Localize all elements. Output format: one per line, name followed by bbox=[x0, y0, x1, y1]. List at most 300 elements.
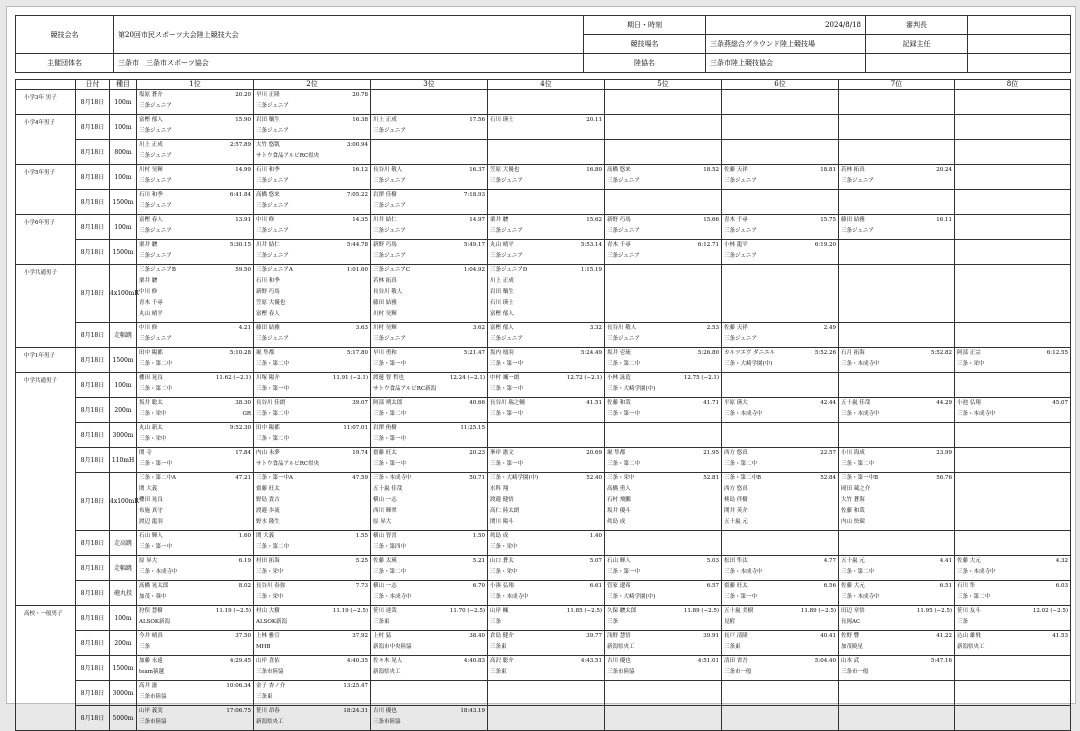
relay-member bbox=[139, 298, 251, 309]
team-name: 三条ジュニア bbox=[373, 228, 406, 234]
relay-member bbox=[841, 495, 952, 506]
relay-member bbox=[139, 484, 251, 495]
result-line bbox=[139, 240, 251, 251]
result-line bbox=[139, 384, 251, 395]
athlete-name: 山口 蒼太 bbox=[490, 558, 514, 564]
team-name: 三条・第四中 bbox=[373, 544, 407, 550]
result-mark: 6:12.71 bbox=[697, 242, 719, 248]
result-line bbox=[139, 459, 251, 470]
athlete-name: 三条ジュニアA bbox=[256, 267, 293, 273]
result-line bbox=[373, 251, 485, 262]
result-line bbox=[256, 151, 368, 162]
place-7-cell bbox=[839, 240, 955, 265]
result-mark: 50.71 bbox=[469, 475, 485, 481]
place-3-cell bbox=[371, 423, 488, 448]
result-line bbox=[490, 359, 602, 370]
category-label: 小学3年 男子 bbox=[16, 90, 76, 115]
result-entry bbox=[371, 165, 487, 187]
result-line bbox=[724, 459, 836, 470]
event-date: 8月18日 bbox=[76, 681, 110, 706]
result-line bbox=[841, 176, 952, 187]
result-mark: 11.89 (−2.5) bbox=[683, 608, 719, 614]
place-4-cell bbox=[488, 473, 605, 531]
result-line bbox=[373, 617, 485, 628]
result-row bbox=[16, 473, 1071, 531]
team-name: 三条・第一中 bbox=[490, 411, 524, 417]
relay-member bbox=[724, 506, 836, 517]
result-line bbox=[373, 706, 485, 717]
athlete-name: 笹川 達哉 bbox=[373, 608, 397, 614]
result-line bbox=[490, 631, 602, 642]
result-line bbox=[373, 190, 485, 201]
result-mark: 5:53.14 bbox=[580, 242, 602, 248]
relay-member-name: 富樫 郁人 bbox=[490, 311, 514, 317]
athlete-name: 田中 陽都 bbox=[256, 425, 280, 431]
relay-member bbox=[256, 506, 368, 517]
relay-member bbox=[256, 309, 368, 320]
team-name: 三条・本成寺中 bbox=[373, 594, 412, 600]
result-entry bbox=[839, 606, 954, 628]
result-mark: 20.24 bbox=[936, 167, 952, 173]
result-mark: 56.76 bbox=[936, 475, 952, 481]
result-entry bbox=[371, 348, 487, 370]
athlete-name: 川井 結仁 bbox=[373, 217, 397, 223]
result-mark: 11:07.01 bbox=[343, 425, 368, 431]
athlete-name: 堀 隼都 bbox=[607, 450, 626, 456]
result-mark: 4.41 bbox=[939, 558, 952, 564]
result-mark: 11.85 (−2.5) bbox=[566, 608, 602, 614]
place-5-cell bbox=[605, 348, 722, 373]
athlete-name: 三条ジュニアC bbox=[373, 267, 411, 273]
place-8-cell bbox=[955, 556, 1071, 581]
athlete-name: 丸山 新太 bbox=[139, 425, 163, 431]
result-mark: 11.70 (−2.5) bbox=[449, 608, 485, 614]
result-line bbox=[139, 373, 251, 384]
result-entry bbox=[839, 556, 954, 578]
result-entry bbox=[137, 240, 253, 262]
place-5-cell bbox=[605, 165, 722, 190]
result-mark: 4:29.45 bbox=[229, 658, 251, 664]
result-mark: 1.55 bbox=[355, 533, 368, 539]
result-line bbox=[490, 126, 602, 137]
result-line bbox=[373, 656, 485, 667]
athlete-name: 笠原 大優也 bbox=[490, 167, 520, 173]
relay-member bbox=[724, 517, 836, 528]
athlete-name: 石川 和季 bbox=[256, 167, 280, 173]
result-line bbox=[607, 617, 719, 628]
team-name: 三条・第一中 bbox=[490, 461, 524, 467]
place-7-cell bbox=[839, 531, 955, 556]
result-line bbox=[607, 176, 719, 187]
team-name: 三条・本成寺中 bbox=[841, 361, 880, 367]
place-6-cell bbox=[722, 348, 839, 373]
team-name: 三条ジュニア bbox=[139, 253, 172, 259]
result-line bbox=[139, 542, 251, 553]
result-line bbox=[139, 90, 251, 101]
relay-member-name: 布施 真守 bbox=[139, 508, 163, 514]
result-line bbox=[373, 115, 485, 126]
relay-member-name: 岩田 穣生 bbox=[490, 289, 514, 295]
result-line bbox=[957, 631, 1068, 642]
result-line bbox=[256, 101, 368, 112]
result-line bbox=[139, 126, 251, 137]
result-mark: 13:25.47 bbox=[343, 683, 368, 689]
result-mark: 5:49.17 bbox=[463, 242, 485, 248]
athlete-name: 小川 海成 bbox=[841, 450, 865, 456]
place-1-cell bbox=[137, 165, 254, 190]
place-3-cell bbox=[371, 398, 488, 423]
relay-member bbox=[373, 276, 485, 287]
team-name: 三条・第二中 bbox=[607, 461, 641, 467]
athlete-name: 佐藤 大元 bbox=[841, 583, 865, 589]
result-line bbox=[373, 384, 485, 395]
place-3-cell bbox=[371, 448, 488, 473]
result-mark: 4:40.83 bbox=[463, 658, 485, 664]
result-entry bbox=[254, 448, 370, 470]
team-name: 三条市陸協 bbox=[139, 719, 167, 725]
result-entry bbox=[722, 240, 838, 262]
athlete-name: 藤田 結雅 bbox=[841, 217, 865, 223]
place-1-cell bbox=[137, 556, 254, 581]
result-line bbox=[607, 251, 719, 262]
result-entry bbox=[488, 323, 604, 345]
team-name: 三条・栄中 bbox=[490, 544, 518, 550]
result-entry bbox=[839, 473, 954, 528]
result-line bbox=[256, 359, 368, 370]
team-name: 三条市一般 bbox=[841, 669, 869, 675]
team-name: 三条・本成寺中 bbox=[490, 594, 529, 600]
result-entry bbox=[371, 706, 487, 728]
place-8-cell bbox=[955, 323, 1071, 348]
event-date: 8月18日 bbox=[76, 448, 110, 473]
place-6-cell bbox=[722, 606, 839, 631]
athlete-name: 今井 晴真 bbox=[139, 633, 163, 639]
place-6-cell bbox=[722, 90, 839, 115]
result-entry bbox=[371, 265, 487, 320]
team-name: 三条・本成寺中 bbox=[724, 569, 763, 575]
place-6-cell bbox=[722, 215, 839, 240]
result-row bbox=[16, 165, 1071, 190]
result-line bbox=[256, 448, 368, 459]
result-line bbox=[490, 556, 602, 567]
relay-member-name: 櫻田 晃良 bbox=[139, 497, 163, 503]
relay-member bbox=[607, 495, 719, 506]
athlete-name: 佐藤 太瑛 bbox=[373, 558, 397, 564]
event-date: 8月18日 bbox=[76, 215, 110, 240]
result-entry bbox=[488, 373, 604, 395]
athlete-name: 倉島 健介 bbox=[490, 633, 514, 639]
result-mark: 17.56 bbox=[469, 117, 485, 123]
relay-member bbox=[841, 506, 952, 517]
result-line bbox=[139, 215, 251, 226]
result-line bbox=[373, 165, 485, 176]
result-entry bbox=[488, 656, 604, 678]
event-date: 8月18日 bbox=[76, 373, 110, 398]
place-8-cell bbox=[955, 373, 1071, 398]
result-line bbox=[139, 348, 251, 359]
result-line bbox=[373, 348, 485, 359]
athlete-name: 栗井 駿 bbox=[139, 242, 158, 248]
place-3-cell bbox=[371, 556, 488, 581]
athlete-name: 五十嵐 元 bbox=[841, 558, 865, 564]
place-5-cell bbox=[605, 531, 722, 556]
athlete-name: 中川 修 bbox=[256, 217, 275, 223]
athlete-name: 込山 雄飛 bbox=[957, 633, 981, 639]
event-name: 1500m bbox=[110, 656, 137, 681]
result-line bbox=[724, 656, 836, 667]
event-name: 1500m bbox=[110, 240, 137, 265]
result-line bbox=[256, 556, 368, 567]
place-1-cell bbox=[137, 115, 254, 140]
result-line bbox=[256, 592, 368, 603]
result-row bbox=[16, 140, 1071, 165]
result-entry bbox=[254, 423, 370, 445]
team-name: 三条・栄中 bbox=[256, 569, 284, 575]
result-entry bbox=[839, 631, 954, 653]
result-mark: 11.19 (−2.5) bbox=[215, 608, 251, 614]
event-name: 110mH bbox=[110, 448, 137, 473]
team-name: 新潟市中央陸協 bbox=[373, 644, 412, 650]
event-name: 800m bbox=[110, 140, 137, 165]
result-row bbox=[16, 581, 1071, 606]
result-line bbox=[490, 581, 602, 592]
place-5-cell bbox=[605, 398, 722, 423]
blank-cell bbox=[968, 54, 1071, 73]
relay-member-name: 渡邉 健悟 bbox=[490, 497, 514, 503]
result-entry bbox=[137, 606, 253, 628]
athlete-name: 長谷川 瑞之輔 bbox=[490, 400, 525, 406]
event-date: 8月18日 bbox=[76, 348, 110, 373]
place-3-cell bbox=[371, 606, 488, 631]
result-line bbox=[841, 567, 952, 578]
result-entry bbox=[137, 398, 253, 420]
event-date: 8月18日 bbox=[76, 606, 110, 631]
place-3-cell bbox=[371, 706, 488, 731]
result-entry bbox=[371, 115, 487, 137]
event-date: 8月18日 bbox=[76, 706, 110, 731]
place-1-cell bbox=[137, 656, 254, 681]
team-name: 三条・第二中 bbox=[256, 544, 290, 550]
result-line bbox=[490, 642, 602, 653]
place-8-cell bbox=[955, 115, 1071, 140]
category-label: 中学1年男子 bbox=[16, 348, 76, 373]
place-3-cell bbox=[371, 631, 488, 656]
result-entry bbox=[955, 398, 1070, 420]
result-entry bbox=[839, 215, 954, 237]
relay-member-name: 渡邉 歩流 bbox=[256, 508, 280, 514]
place-6-cell bbox=[722, 448, 839, 473]
result-mark: 42.44 bbox=[820, 400, 836, 406]
result-mark: 23.99 bbox=[936, 450, 952, 456]
result-line bbox=[490, 473, 602, 484]
place-8-cell bbox=[955, 90, 1071, 115]
event-date: 8月18日 bbox=[76, 165, 110, 190]
relay-member bbox=[607, 517, 719, 528]
result-entry bbox=[839, 581, 954, 603]
athlete-name: 石川 瑛士 bbox=[490, 117, 514, 123]
result-line bbox=[256, 115, 368, 126]
team-name: サトウ食品アルビRC県央 bbox=[256, 461, 320, 467]
team-name: 三条市陸協 bbox=[256, 669, 284, 675]
athlete-name: 三条・第二中A bbox=[139, 475, 176, 481]
place-5-cell bbox=[605, 631, 722, 656]
place-6-cell bbox=[722, 165, 839, 190]
result-entry bbox=[137, 706, 253, 728]
result-line bbox=[841, 459, 952, 470]
athlete-name: 三条・第二中B bbox=[724, 475, 762, 481]
team-name: 長岡AC bbox=[841, 619, 861, 625]
result-line bbox=[256, 126, 368, 137]
result-entry bbox=[488, 631, 604, 653]
result-mark: 47.21 bbox=[235, 475, 251, 481]
result-mark: 38.40 bbox=[469, 633, 485, 639]
team-name: 三条・第一中 bbox=[373, 361, 407, 367]
place-5-cell bbox=[605, 656, 722, 681]
result-mark: 6.51 bbox=[939, 583, 952, 589]
result-mark: 41.22 bbox=[936, 633, 952, 639]
place-1-cell bbox=[137, 373, 254, 398]
athlete-name: 山岸 楓 bbox=[490, 608, 509, 614]
date-value: 2024/8/18 bbox=[706, 16, 866, 35]
result-entry bbox=[488, 448, 604, 470]
place-6-cell bbox=[722, 423, 839, 448]
result-mark: 37.92 bbox=[352, 633, 368, 639]
relay-member-name: 高橋 勇人 bbox=[607, 486, 631, 492]
result-line bbox=[256, 692, 368, 703]
result-line bbox=[607, 581, 719, 592]
athlete-name: 長戸 清隆 bbox=[724, 633, 748, 639]
team-name: 三条ジュニア bbox=[139, 103, 172, 109]
result-entry bbox=[254, 190, 370, 212]
result-line bbox=[139, 398, 251, 409]
result-line bbox=[490, 348, 602, 359]
athlete-name: 笹川 友斗 bbox=[957, 608, 981, 614]
result-line bbox=[724, 631, 836, 642]
athlete-name: 川村 昊輝 bbox=[139, 167, 163, 173]
team-name: 三条ジュニア bbox=[139, 203, 172, 209]
team-name: 新潟県央工 bbox=[373, 669, 401, 675]
result-line bbox=[724, 240, 836, 251]
result-row bbox=[16, 90, 1071, 115]
result-entry bbox=[371, 531, 487, 553]
relay-member-name: 長谷川 敬人 bbox=[373, 289, 403, 295]
relay-member-name: 石村 飛鵬 bbox=[607, 497, 631, 503]
result-line bbox=[957, 556, 1068, 567]
place-2-cell bbox=[254, 165, 371, 190]
result-line bbox=[607, 240, 719, 251]
result-line bbox=[490, 226, 602, 237]
athlete-name: 吉川 優也 bbox=[373, 708, 397, 714]
relay-member bbox=[490, 517, 602, 528]
place-5-cell bbox=[605, 606, 722, 631]
place-5-cell bbox=[605, 240, 722, 265]
result-line bbox=[256, 542, 368, 553]
result-line bbox=[841, 398, 952, 409]
place-7-cell bbox=[839, 373, 955, 398]
result-entry bbox=[955, 348, 1070, 370]
place-4-cell bbox=[488, 115, 605, 140]
result-line bbox=[957, 642, 1068, 653]
athlete-name: 長谷川 春弥 bbox=[256, 583, 286, 589]
athlete-name: 渡邊 智 哲也 bbox=[373, 375, 404, 381]
result-entry bbox=[605, 323, 721, 345]
result-mark: 18.52 bbox=[703, 167, 719, 173]
athlete-name: 上林 雅宣 bbox=[256, 633, 280, 639]
event-name: 200m bbox=[110, 398, 137, 423]
athlete-name: 丸山 晴平 bbox=[490, 242, 514, 248]
result-line bbox=[139, 581, 251, 592]
relay-member-name: 栗井 駿 bbox=[139, 278, 158, 284]
team-name: 三条ジュニア bbox=[607, 178, 640, 184]
result-line bbox=[724, 617, 836, 628]
result-line bbox=[373, 631, 485, 642]
place-6-cell bbox=[722, 115, 839, 140]
team-name: MHB bbox=[256, 644, 271, 650]
team-name: 三条・第二中 bbox=[724, 461, 758, 467]
result-mark: 5:47.16 bbox=[930, 658, 952, 664]
result-line bbox=[957, 398, 1068, 409]
place-8-cell bbox=[955, 140, 1071, 165]
team-name: 三条市陸協 bbox=[373, 719, 401, 725]
result-entry bbox=[137, 323, 253, 345]
event-name-label: 競技会名 bbox=[16, 16, 114, 54]
result-mark: 15.62 bbox=[586, 217, 602, 223]
result-mark: 7:05.22 bbox=[346, 192, 368, 198]
team-name: 三条・本成寺中 bbox=[724, 411, 763, 417]
result-mark: 11.19 (−2.5) bbox=[332, 608, 368, 614]
result-mark: 15.66 bbox=[703, 217, 719, 223]
result-line bbox=[139, 556, 251, 567]
athlete-name: 松田 隼汰 bbox=[724, 558, 748, 564]
result-mark: 19.74 bbox=[352, 450, 368, 456]
result-line bbox=[724, 215, 836, 226]
place-7-cell bbox=[839, 323, 955, 348]
place-6-cell bbox=[722, 140, 839, 165]
team-name: 三条ジュニア bbox=[256, 203, 289, 209]
result-mark: 40.66 bbox=[469, 400, 485, 406]
category-label: 小学5年男子 bbox=[16, 165, 76, 215]
athlete-name: 三条・本成寺中 bbox=[373, 475, 412, 481]
result-mark: 14.99 bbox=[235, 167, 251, 173]
place-1-cell bbox=[137, 706, 254, 731]
place-2-cell bbox=[254, 681, 371, 706]
result-line bbox=[607, 473, 719, 484]
result-entry bbox=[137, 265, 253, 320]
place-7-cell bbox=[839, 190, 955, 215]
athlete-name: 横山 智喜 bbox=[373, 533, 397, 539]
athlete-name: 高沢 聡介 bbox=[490, 658, 514, 664]
athlete-name: 若林 拓真 bbox=[841, 167, 865, 173]
result-mark: 6.61 bbox=[589, 583, 602, 589]
result-mark: 12.02 (−2.5) bbox=[1032, 608, 1068, 614]
result-entry bbox=[137, 681, 253, 703]
result-line bbox=[607, 384, 719, 395]
relay-member bbox=[841, 517, 952, 528]
column-header-place-3: 3位 bbox=[371, 80, 488, 90]
place-3-cell bbox=[371, 165, 488, 190]
place-5-cell bbox=[605, 448, 722, 473]
result-mark: 13.91 bbox=[235, 217, 251, 223]
result-entry bbox=[137, 190, 253, 212]
result-line bbox=[841, 556, 952, 567]
relay-member-name: 高仁 陸太朗 bbox=[490, 508, 520, 514]
result-mark: 39.07 bbox=[352, 400, 368, 406]
result-entry bbox=[605, 473, 721, 528]
athlete-name: 山本 武 bbox=[841, 658, 860, 664]
athlete-name: 大竹 悠凱 bbox=[256, 142, 280, 148]
athlete-name: 富樫 春人 bbox=[139, 217, 163, 223]
result-mark: 59.50 bbox=[235, 267, 251, 273]
